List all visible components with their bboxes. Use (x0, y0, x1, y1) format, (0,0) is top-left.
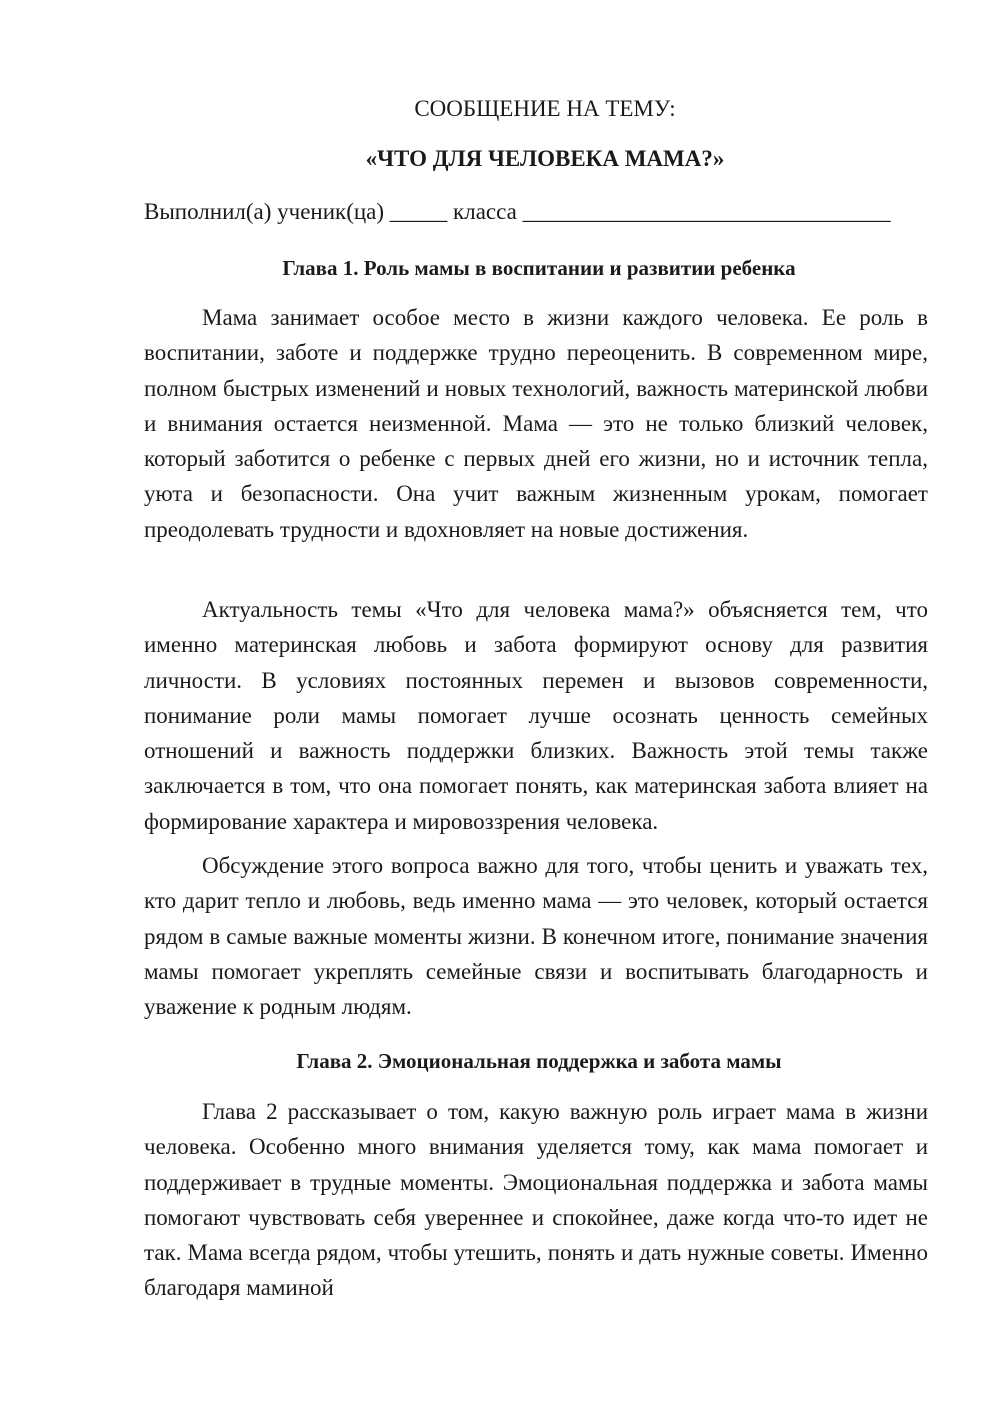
author-line: Выполнил(а) ученик(ца) _____ класса ________________________________ (144, 199, 891, 224)
document-title-line-1: СООБЩЕНИЕ НА ТЕМУ: (414, 96, 676, 121)
chapter-1-heading: Глава 1. Роль мамы в воспитании и развитии ребенка (282, 256, 796, 280)
chapter-2-heading: Глава 2. Эмоциональная поддержка и забота мамы (296, 1049, 782, 1073)
chapter-1-paragraph-2: Актуальность темы «Что для человека мама?» объясняется тем, что именно материнская любовь и забота формируют основу для развития личности. В условиях постоянных перемен и вызовов современности, понимание роли мамы помогает лучше осознать ценность семейных отношений и важность поддержки близких. Важность этой темы также заключается в том, что она помогает понять, как материнская забота влияет на формирование характера и мировоззрения человека. (144, 597, 928, 834)
chapter-1-paragraph-3: Обсуждение этого вопроса важно для того, чтобы ценить и уважать тех, кто дарит тепло и любовь, ведь именно мама — это человек, который остается рядом в самые важные моменты жизни. В конечном итоге, понимание значения мамы помогает укреплять семейные связи и воспитывать благодарность и уважение к родным людям. (144, 853, 928, 1020)
document-title-line-2: «ЧТО ДЛЯ ЧЕЛОВЕКА МАМА?» (365, 146, 725, 171)
chapter-2-paragraph-1: Глава 2 рассказывает о том, какую важную роль играет мама в жизни человека. Особенно много внимания уделяется тому, как мама помогает и поддерживает в трудные моменты. Эмоциональная поддержка и забота мамы помогают чувствовать себя увереннее и спокойнее, даже когда что-то идет не так. Мама всегда рядом, чтобы утешить, понять и дать нужные советы. Именно благодаря маминой (144, 1099, 928, 1301)
chapter-1-paragraph-1: Мама занимает особое место в жизни каждого человека. Ее роль в воспитании, заботе и поддержке трудно переоценить. В современном мире, полном быстрых изменений и новых технологий, важность материнской любви и внимания остается неизменной. Мама — это не только близкий человек, который заботится о ребенке с первых дней его жизни, но и источник тепла, уюта и безопасности. Она учит важным жизненным урокам, помогает преодолевать трудности и вдохновляет на новые достижения. (144, 305, 928, 542)
